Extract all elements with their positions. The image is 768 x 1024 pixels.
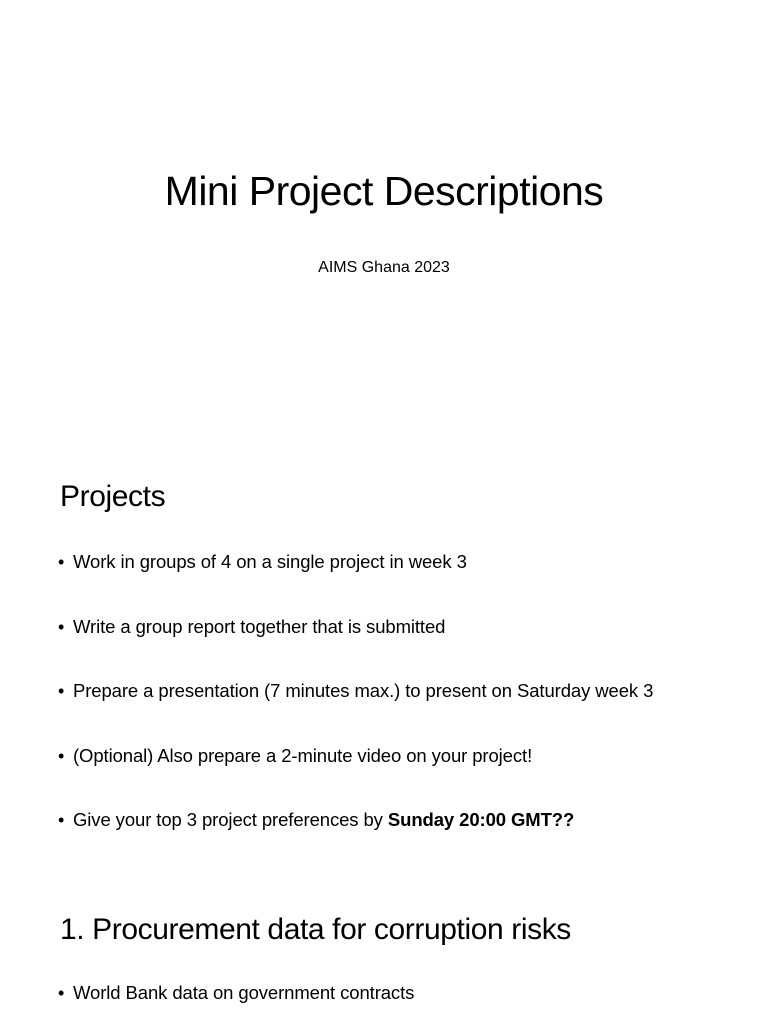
bullet-icon: • bbox=[58, 552, 65, 572]
bullet-text-regular: Give your top 3 project preferences by bbox=[73, 809, 388, 830]
bullet-text bbox=[73, 806, 574, 834]
bullet-text: Prepare a presentation (7 minutes max.) to present on Saturday week 3 bbox=[73, 680, 654, 701]
deadline-text: Sunday 20:00 GMT?? bbox=[387, 809, 575, 830]
project-1-slide bbox=[0, 864, 768, 1024]
bullet-icon: • bbox=[58, 983, 65, 1003]
projects-bullet-list bbox=[58, 548, 653, 871]
bullet-icon: • bbox=[58, 745, 65, 766]
bullet-icon: • bbox=[58, 681, 65, 701]
list-item bbox=[58, 677, 653, 705]
bullet-text: Write a group report together that is submitted bbox=[73, 615, 446, 637]
bullet-icon: • bbox=[58, 810, 65, 830]
bullet-text: (Optional) Also prepare a 2-minute video on your project! bbox=[73, 744, 533, 766]
projects-slide bbox=[0, 432, 768, 864]
list-item bbox=[58, 742, 653, 770]
section-heading-project-1: 1. Procurement data for corruption risks bbox=[60, 913, 571, 946]
section-heading-projects: Projects bbox=[60, 480, 166, 513]
list-item bbox=[58, 979, 414, 1007]
project-1-bullet-list bbox=[58, 979, 414, 1024]
subtitle: AIMS Ghana 2023 bbox=[318, 259, 450, 276]
list-item bbox=[58, 806, 653, 834]
list-item bbox=[58, 613, 653, 641]
bullet-text: Work in groups of 4 on a single project in week 3 bbox=[73, 551, 467, 572]
list-item bbox=[58, 548, 653, 576]
main-title: Mini Project Descriptions bbox=[164, 168, 604, 214]
bullet-icon: • bbox=[58, 616, 65, 637]
bullet-text: World Bank data on government contracts bbox=[73, 982, 415, 1003]
title-slide bbox=[0, 0, 768, 432]
